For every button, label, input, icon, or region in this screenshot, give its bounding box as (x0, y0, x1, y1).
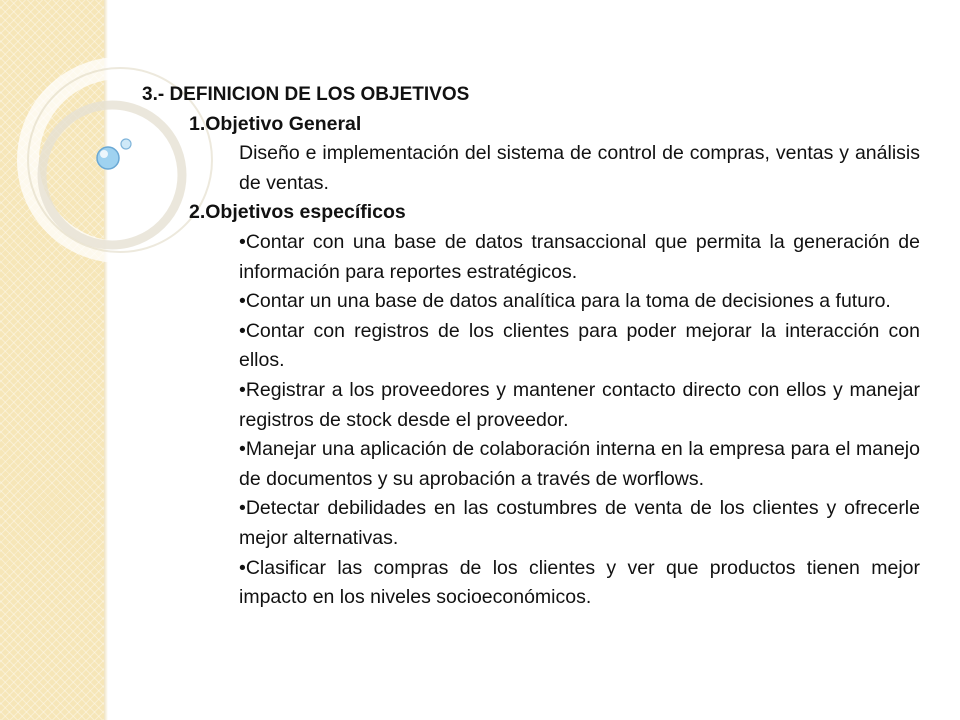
list-item: •Contar con registros de los clientes para poder mejorar la interacción con ellos. (239, 319, 920, 372)
blue-bubble-highlight (100, 150, 108, 158)
specific-objectives-heading: 2.Objetivos específicos (189, 201, 406, 224)
list-item: •Contar con una base de datos transaccional que permita la generación de información para reportes estratégicos. (239, 230, 920, 283)
general-objective-heading: 1.Objetivo General (189, 112, 362, 135)
general-objective-text: Diseño e implementación del sistema de control de compras, ventas y análisis de ventas. (239, 142, 920, 194)
list-item: •Manejar una aplicación de colaboración interna en la empresa para el manejo de documentos y su aprobación a través de worflows. (239, 438, 920, 490)
list-item: •Contar un una base de datos analítica para la toma de decisiones a futuro. (239, 290, 891, 313)
list-item: •Detectar debilidades en las costumbres de venta de los clientes y ofrecerle mejor alternativas. (239, 497, 920, 549)
slide-title: 3.- DEFINICION DE LOS OBJETIVOS (142, 84, 470, 105)
blue-bubble-small (121, 139, 131, 149)
slide-content (142, 80, 920, 613)
list-item: •Registrar a los proveedores y mantener contacto directo con ellos y manejar registros de stock desde el proveedor. (239, 378, 920, 431)
blue-bubble-large (97, 147, 119, 169)
list-item: •Clasificar las compras de los clientes y ver que productos tienen mejor impacto en los niveles socioeconómicos. (239, 556, 920, 609)
